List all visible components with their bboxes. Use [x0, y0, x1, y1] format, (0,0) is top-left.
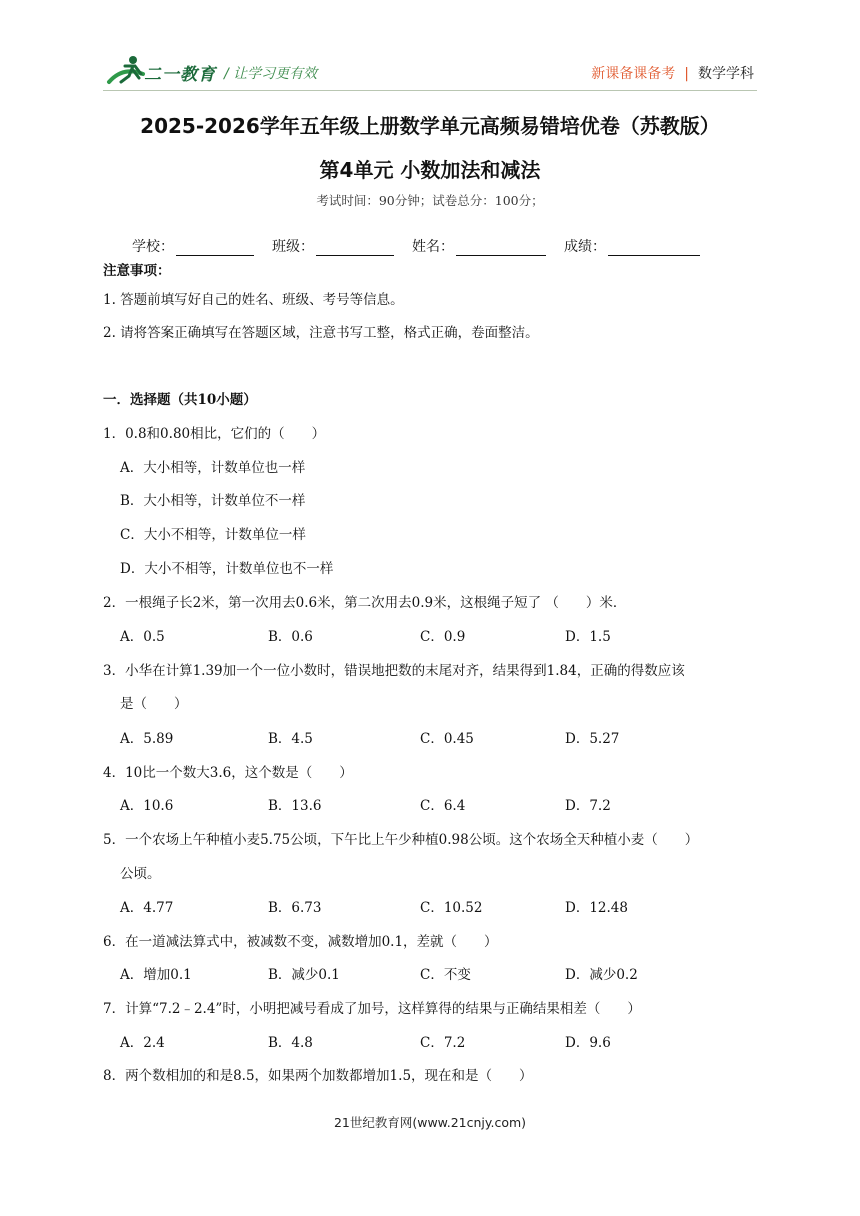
question-stem: 8．两个数相加的和是8.5，如果两个加数都增加1.5，现在和是（ ）: [103, 1068, 533, 1084]
option-c[interactable]: C．大小不相等，计数单位一样: [120, 527, 306, 543]
question-stem-cont: 公顷。: [120, 866, 161, 882]
option-b[interactable]: B．6.73: [268, 900, 322, 916]
page-footer: 21世纪教育网(www.21cnjy.com): [333, 1115, 527, 1130]
question-stem: 1．0.8和0.80相比，它们的（ ）: [103, 426, 326, 442]
option-d[interactable]: D．减少0.2: [565, 967, 638, 983]
option-d[interactable]: D．大小不相等，计数单位也不一样: [120, 561, 334, 577]
logo-text: 二一教育: [144, 65, 216, 85]
question-stem: 3．小华在计算1.39加一个一位小数时，错误地把数的末尾对齐，结果得到1.84，正确的得数应该: [103, 663, 685, 679]
option-b[interactable]: B．13.6: [268, 798, 322, 814]
option-a[interactable]: A．0.5: [120, 629, 165, 645]
option-c[interactable]: C．7.2: [420, 1035, 466, 1051]
page-subtitle: 第4单元 小数加法和减法: [319, 158, 541, 182]
section-heading: 一．选择题（共10小题）: [103, 392, 257, 408]
question-stem: 2．一根绳子长2米，第一次用去0.6米，第二次用去0.9米，这根绳子短了 （ ）米．: [103, 595, 627, 611]
header-subject: 数学学科: [698, 66, 754, 82]
header-divider: [103, 90, 757, 91]
option-b[interactable]: B．4.5: [268, 731, 313, 747]
question-stem: 5．一个农场上午种植小麦5.75公顷，下午比上午少种植0.98公顷。这个农场全天种植小麦（ ）: [103, 832, 699, 848]
option-d[interactable]: D．7.2: [565, 798, 611, 814]
notice-item: 1. 答题前填写好自己的姓名、班级、考号等信息。: [103, 292, 404, 308]
question-stem: 4．10比一个数大3.6，这个数是（ ）: [103, 765, 353, 781]
student-info-fields: [132, 236, 718, 256]
option-a[interactable]: A．大小相等，计数单位也一样: [120, 460, 306, 476]
class-field[interactable]: 班级：: [272, 236, 394, 256]
option-d[interactable]: D．9.6: [565, 1035, 611, 1051]
option-a[interactable]: A．2.4: [120, 1035, 165, 1051]
option-c[interactable]: C．10.52: [420, 900, 483, 916]
option-c[interactable]: C．6.4: [420, 798, 466, 814]
name-field[interactable]: 姓名：: [412, 236, 546, 256]
question-stem: 7．计算“7.2﹣2.4”时，小明把减号看成了加号，这样算得的结果与正确结果相差（ ）: [103, 1001, 641, 1017]
slogan: / 让学习更有效: [224, 66, 318, 82]
notice-heading: 注意事项：: [103, 263, 171, 279]
score-field[interactable]: 成绩：: [564, 236, 700, 256]
header-separator: |: [684, 66, 689, 82]
question-stem-cont: 是（ ）: [120, 696, 188, 712]
option-d[interactable]: D．12.48: [565, 900, 628, 916]
question-stem: 6．在一道减法算式中，被减数不变，减数增加0.1，差就（ ）: [103, 934, 498, 950]
option-b[interactable]: B．0.6: [268, 629, 313, 645]
option-d[interactable]: D．5.27: [565, 731, 620, 747]
option-c[interactable]: C．0.45: [420, 731, 474, 747]
option-a[interactable]: A．10.6: [120, 798, 174, 814]
option-c[interactable]: C．0.9: [420, 629, 466, 645]
option-a[interactable]: A．5.89: [120, 731, 174, 747]
option-d[interactable]: D．1.5: [565, 629, 611, 645]
exam-meta: 考试时间：90分钟；试卷总分：100分；: [316, 193, 544, 208]
option-a[interactable]: A．4.77: [120, 900, 174, 916]
option-c[interactable]: C．不变: [420, 967, 471, 983]
header-tag: 新课备课备考: [591, 66, 676, 82]
option-b[interactable]: B．减少0.1: [268, 967, 340, 983]
option-a[interactable]: A．增加0.1: [120, 967, 192, 983]
page-title: 2025-2026学年五年级上册数学单元高频易错培优卷（苏教版）: [140, 114, 720, 138]
option-b[interactable]: B．4.8: [268, 1035, 313, 1051]
school-field[interactable]: 学校：: [132, 236, 254, 256]
header-right: [591, 63, 754, 83]
option-b[interactable]: B．大小相等，计数单位不一样: [120, 493, 306, 509]
page-header: [0, 0, 860, 100]
notice-item: 2. 请将答案正确填写在答题区域，注意书写工整，格式正确，卷面整洁。: [103, 325, 539, 341]
